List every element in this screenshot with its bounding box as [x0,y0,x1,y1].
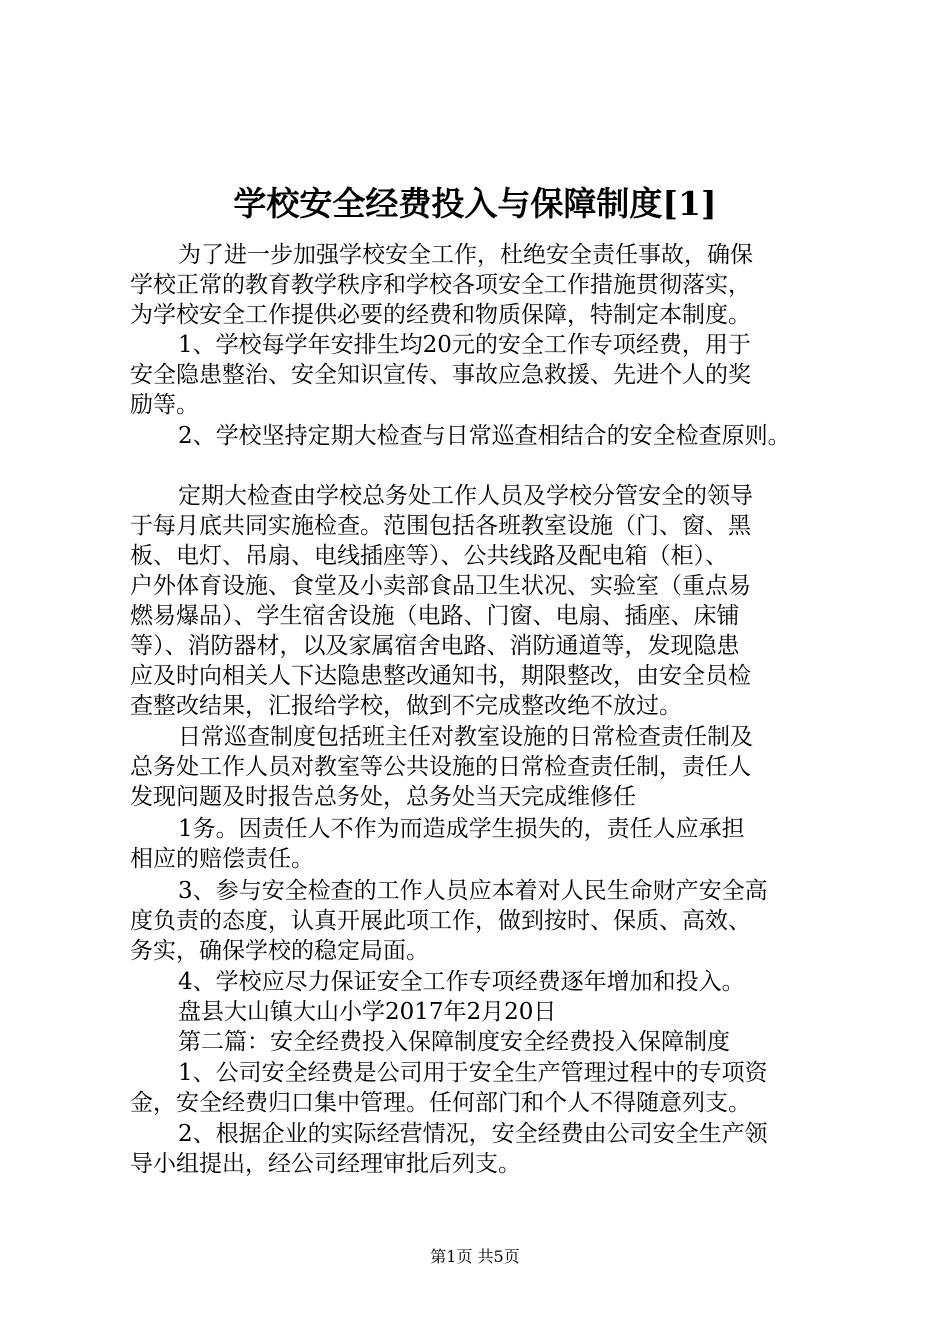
document-title: 学校安全经费投入与保障制度[1] [233,184,717,223]
paragraph-line: 日常巡查制度包括班主任对教室设施的日常检查责任制及 [178,724,753,750]
paragraph-line: 为学校安全工作提供必要的经费和物质保障，特制定本制度。 [130,302,751,328]
paragraph-line: 度负责的态度，认真开展此项工作，做到按时、保质、高效、 [130,908,751,934]
paragraph-line: 2、学校坚持定期大检查与日常巡查相结合的安全检查原则。 [178,423,791,449]
paragraph-line: 相应的赔偿责任。 [130,846,314,872]
paragraph-line: 4、学校应尽力保证安全工作专项经费逐年增加和投入。 [178,969,745,995]
paragraph-line: 为了进一步加强学校安全工作，杜绝安全责任事故，确保 [178,242,753,268]
paragraph-line: 3、参与安全检查的工作人员应本着对人民生命财产安全高 [178,878,768,904]
paragraph-line: 等）、消防器材，以及家属宿舍电路、消防通道等，发现隐患 [130,633,740,659]
paragraph-line: 导小组提出，经公司经理审批后列支。 [130,1151,521,1177]
paragraph-line: 务实，确保学校的稳定局面。 [130,938,429,964]
paragraph-line: 板、电灯、吊扇、电线插座等）、公共线路及配电箱（柜）、 [130,543,728,569]
paragraph-line: 安全隐患整治、安全知识宣传、事故应急救援、先进个人的奖 [130,362,751,388]
paragraph-line: 1、公司安全经费是公司用于安全生产管理过程中的专项资 [178,1060,768,1086]
paragraph-line: 1务。因责任人不作为而造成学生损失的，责任人应承担 [178,816,745,842]
section-heading: 第二篇：安全经费投入保障制度安全经费投入保障制度 [178,1029,730,1055]
paragraph-line: 2、根据企业的实际经营情况，安全经费由公司安全生产领 [178,1121,768,1147]
paragraph-line: 1、学校每学年安排生均20元的安全工作专项经费，用于 [178,332,751,358]
paragraph-line: 应及时向相关人下达隐患整改通知书，期限整改，由安全员检 [130,663,751,689]
paragraph-line: 励等。 [130,392,199,418]
paragraph-line: 发现问题及时报告总务处，总务处当天完成维修任 [130,784,636,810]
paragraph-line: 户外体育设施、食堂及小卖部食品卫生状况、实验室（重点易 [130,573,751,599]
paragraph-line: 总务处工作人员对教室等公共设施的日常检查责任制，责任人 [130,754,751,780]
paragraph-line: 查整改结果，汇报给学校，做到不完成整改绝不放过。 [130,693,682,719]
paragraph-line: 燃易爆品）、学生宿舍设施（电路、门窗、电扇、插座、床铺 [130,603,740,629]
paragraph-line: 定期大检查由学校总务处工作人员及学校分管安全的领导 [178,483,753,509]
signature-line: 盘县大山镇大山小学2017年2月20日 [178,999,557,1025]
page-number: 第1页 共5页 [430,1247,520,1266]
paragraph-line: 于每月底共同实施检查。范围包括各班教室设施（门、窗、黑 [130,513,751,539]
paragraph-line: 学校正常的教育教学秩序和学校各项安全工作措施贯彻落实， [130,272,751,298]
paragraph-line: 金，安全经费归口集中管理。任何部门和个人不得随意列支。 [130,1090,751,1116]
